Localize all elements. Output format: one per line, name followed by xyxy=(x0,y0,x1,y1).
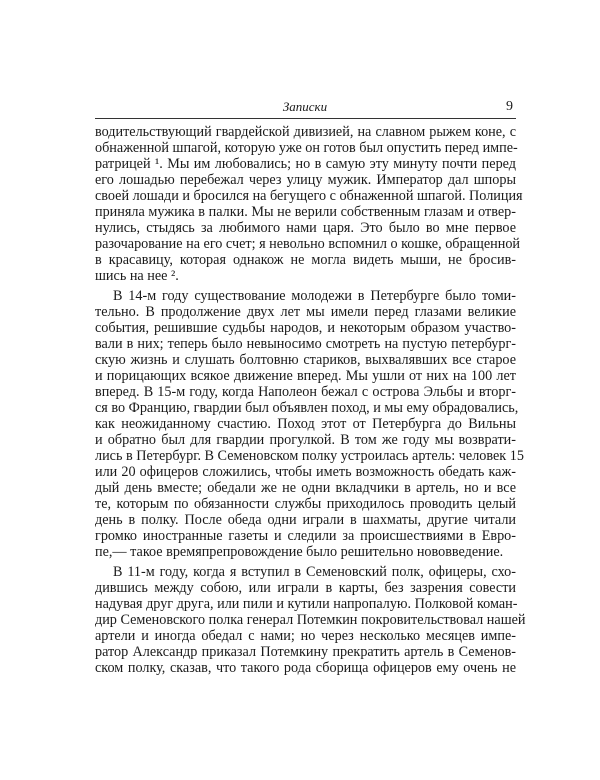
text-line: ратрицей ¹. Мы им любовались; но в самую эту минуту почти перед xyxy=(95,156,516,172)
text-line: и обратно был для гвардии прогулкой. В том же году мы возврати- xyxy=(95,432,516,448)
paragraph xyxy=(95,288,524,560)
text-line: своей лошади и бросился на бегущего с обнаженной шпагой. Полиция xyxy=(95,188,523,204)
text-line: в красавицу, которая однакож не могла видеть мыши, не бросив- xyxy=(95,252,516,268)
text-line: лись в Петербург. В Семеновском полку устроилась артель: человек 15 xyxy=(95,448,524,464)
page-number: 9 xyxy=(506,99,513,114)
text-line: вперед. В 15-м году, когда Наполеон бежал с острова Эльбы и вторг- xyxy=(95,384,516,400)
text-line: громко иностранные газеты и следили за происшествиями в Евро- xyxy=(95,528,516,544)
text-line: скую жизнь и слушать болтовню стариков, выхвалявших все старое xyxy=(95,352,516,368)
text-line: дый день вместе; обедали же не одни вкладчики в артель, но и все xyxy=(95,480,516,496)
running-header xyxy=(95,99,515,117)
text-line: или 20 офицеров сложились, чтобы иметь возможность обедать каж- xyxy=(95,464,516,480)
paragraph xyxy=(95,124,523,284)
text-line: ском полку, сказав, что такого рода сборища офицеров ему очень не xyxy=(95,660,516,676)
text-line: события, решившие судьбы народов, и некоторым образом участво- xyxy=(95,320,516,336)
text-line: день в полку. После обеда одни играли в шахматы, другие читали xyxy=(95,512,516,528)
text-line: нулись, стыдясь за любимого нами царя. Это было во мне первое xyxy=(95,220,516,236)
header-rule xyxy=(95,118,516,119)
text-line: и порицающих всякое движение вперед. Мы ушли от них на 100 лет xyxy=(95,368,516,384)
text-line: пе,— такое времяпрепровождение было решительно нововведение. xyxy=(95,544,504,560)
text-line: ратор Александр приказал Потемкину прекратить артель в Семенов- xyxy=(95,644,516,660)
page-body xyxy=(95,124,526,680)
paragraph xyxy=(95,564,526,676)
text-line: приняла мужика в палки. Мы не верили собственным глазам и отвер- xyxy=(95,204,516,220)
text-line: как неожиданному счастию. Поход этот от Петербурга до Вильны xyxy=(95,416,516,432)
text-line: дир Семеновского полка генерал Потемкин покровительствовал нашей xyxy=(95,612,526,628)
text-line: разочарование на его счет; я невольно вспомнил о кошке, обращенной xyxy=(95,236,520,252)
text-line: надувая друг друга, или пили и кутили напропалую. Полковой коман- xyxy=(95,596,518,612)
text-line: водительствующий гвардейской дивизией, на славном рыжем коне, с xyxy=(95,124,516,140)
text-line: В 14-м году существование молодежи в Петербурге было томи- xyxy=(113,288,516,304)
text-line: артели и иногда обедал с нами; но через несколько месяцев импе- xyxy=(95,628,516,644)
text-line: шись на нее ². xyxy=(95,268,179,284)
text-line: те, которым по обязанности службы приходилось проводить целый xyxy=(95,496,516,512)
text-line: его лошадью перебежал через улицу мужик. Император дал шпоры xyxy=(95,172,516,188)
text-line: тельно. В продолжение двух лет мы имели перед глазами великие xyxy=(95,304,516,320)
running-title: Записки xyxy=(282,99,328,114)
text-line: обнаженной шпагой, которую уже он готов был опустить перед импе- xyxy=(95,140,518,156)
text-line: дившись между собою, или играли в карты, без зазрения совести xyxy=(95,580,516,596)
text-line: вали в них; теперь было невыносимо смотреть на пустую петербург- xyxy=(95,336,516,352)
text-line: ся во Францию, гвардии был объявлен поход, и мы ему обрадовались, xyxy=(95,400,519,416)
text-line: В 11-м году, когда я вступил в Семеновский полк, офицеры, схо- xyxy=(113,564,516,580)
